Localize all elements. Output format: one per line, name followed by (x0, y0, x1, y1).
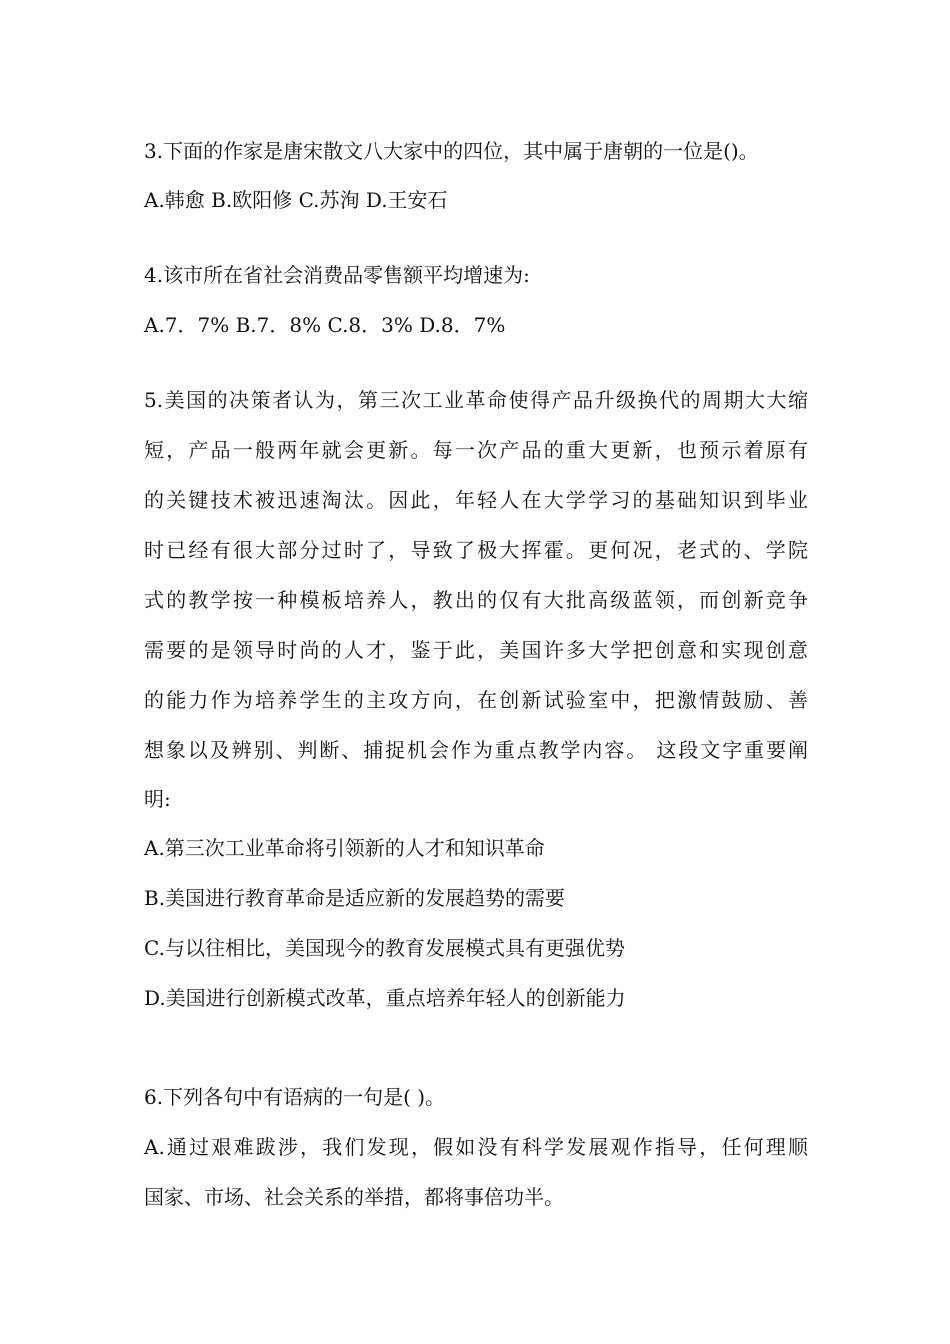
q4-options: A.7．7% B.7．8% C.8．3% D.8．7% (144, 313, 506, 337)
q5-stem-line: 式的教学按一种模板培养人，教出的仅有大批高级蓝领，而创新竞争 (144, 588, 808, 612)
q5-stem-line: 需要的是领导时尚的人才，鉴于此，美国许多大学把创意和实现创意 (144, 638, 808, 662)
q5-stem-line: 时已经有很大部分过时了，导致了极大挥霍。更何况，老式的、学院 (144, 538, 808, 562)
q5-stem-line: 的能力作为培养学生的主攻方向，在创新试验室中，把激情鼓励、善 (144, 688, 808, 712)
q5-option-c: C.与以往相比，美国现今的教育发展模式具有更强优势 (144, 936, 625, 960)
q5-stem-line: 想象以及辨别、判断、捕捉机会作为重点教学内容。 这段文字重要阐 (144, 738, 808, 762)
q5-stem-line: 5.美国的决策者认为，第三次工业革命使得产品升级换代的周期大大缩 (144, 388, 808, 412)
q5-option-d: D.美国进行创新模式改革，重点培养年轻人的创新能力 (144, 986, 626, 1010)
q5-option-a: A.第三次工业革命将引领新的人才和知识革命 (144, 836, 545, 860)
q3-options: A.韩愈 B.欧阳修 C.苏洵 D.王安石 (144, 188, 448, 212)
q3-stem: 3.下面的作家是唐宋散文八大家中的四位，其中属于唐朝的一位是()。 (144, 139, 759, 163)
q5-stem-line: 的关键技术被迅速淘汰。因此，年轻人在大学学习的基础知识到毕业 (144, 488, 808, 512)
q5-option-b: B.美国进行教育革命是适应新的发展趋势的需要 (144, 886, 566, 910)
q5-stem-line: 明: (144, 787, 171, 811)
q6-stem: 6.下列各句中有语病的一句是( )。 (144, 1085, 446, 1109)
q5-stem-line: 短，产品一般两年就会更新。每一次产品的重大更新，也预示着原有 (144, 438, 808, 462)
q6-option-a-cont: 国家、市场、社会关系的举措，都将事倍功半。 (144, 1185, 564, 1209)
q6-option-a: A.通过艰难跋涉，我们发现，假如没有科学发展观作指导，任何理顺 (144, 1135, 808, 1159)
q4-stem: 4.该市所在省社会消费品零售额平均增速为: (144, 263, 530, 287)
